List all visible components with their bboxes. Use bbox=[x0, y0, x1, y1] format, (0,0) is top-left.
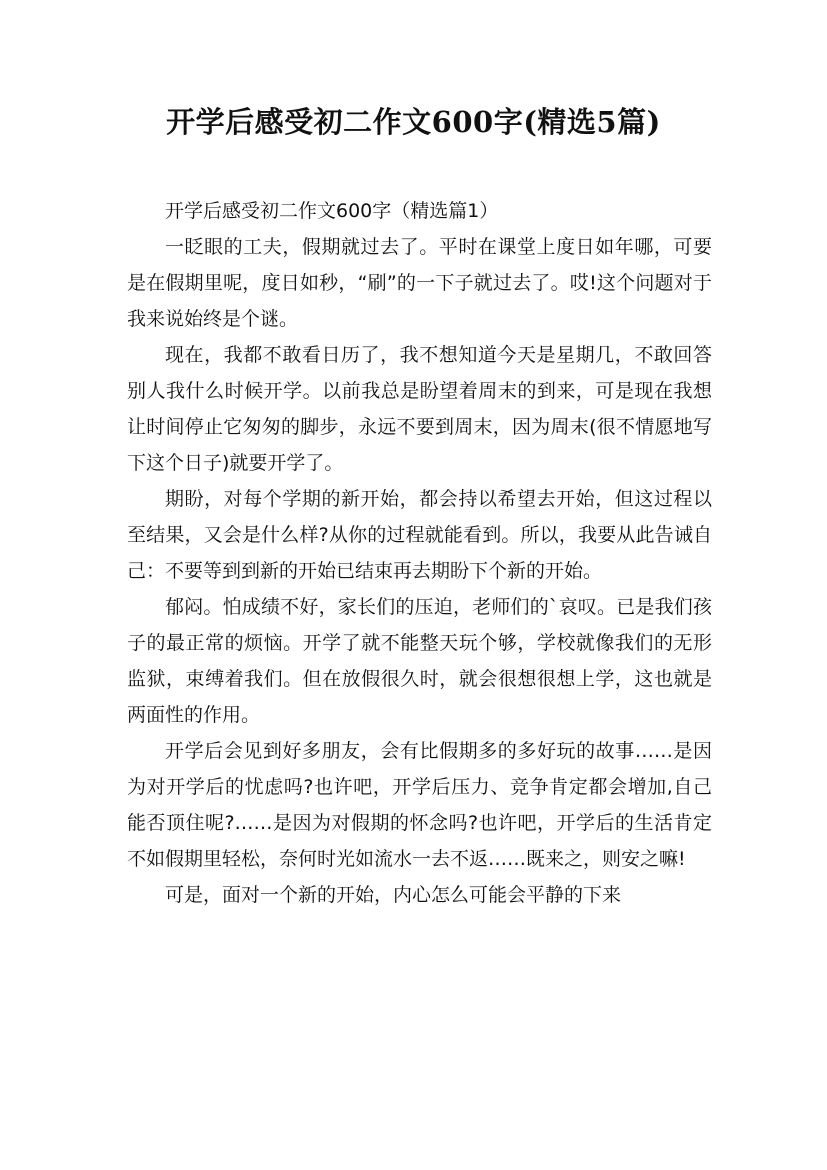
paragraph: 一眨眼的工夫，假期就过去了。平时在课堂上度日如年哪，可要是在假期里呢，度日如秒，“刷”的一下子就过去了。哎!这个问题对于我来说始终是个谜。 bbox=[127, 236, 712, 330]
paragraph: 开学后会见到好多朋友，会有比假期多的多好玩的故事……是因为对开学后的忧虑吗?也许吧，开学后压力、竞争肯定都会增加,自己能否顶住呢?……是因为对假期的怀念吗?也许吧，开学后的生活肯定不如假期里轻松，奈何时光如流水一去不返……既来之，则安之嘛! bbox=[127, 740, 712, 870]
paragraph: 郁闷。怕成绩不好，家长们的压迫，老师们的`哀叹。已是我们孩子的最正常的烦恼。开学了就不能整天玩个够，学校就像我们的无形监狱，束缚着我们。但在放假很久时，就会很想很想上学，这也就是两面性的作用。 bbox=[127, 596, 712, 726]
paragraph: 可是，面对一个新的开始，内心怎么可能会平静的下来 bbox=[165, 884, 622, 906]
paragraph: 现在，我都不敢看日历了，我不想知道今天是星期几，不敢回答别人我什么时候开学。以前我总是盼望着周末的到来，可是现在我想让时间停止它匆匆的脚步，永远不要到周末，因为周末(很不情愿地写下这个日子)就要开学了。 bbox=[127, 344, 712, 474]
document-body bbox=[127, 193, 712, 913]
section-heading: 开学后感受初二作文600字（精选篇1） bbox=[165, 200, 499, 222]
paragraph: 期盼，对每个学期的新开始，都会持以希望去开始，但这过程以至结果，又会是什么样?从你的过程就能看到。所以，我要从此告诫自己：不要等到到新的开始已结束再去期盼下个新的开始。 bbox=[127, 488, 712, 582]
document-title: 开学后感受初二作文600字(精选5篇) bbox=[166, 105, 661, 139]
